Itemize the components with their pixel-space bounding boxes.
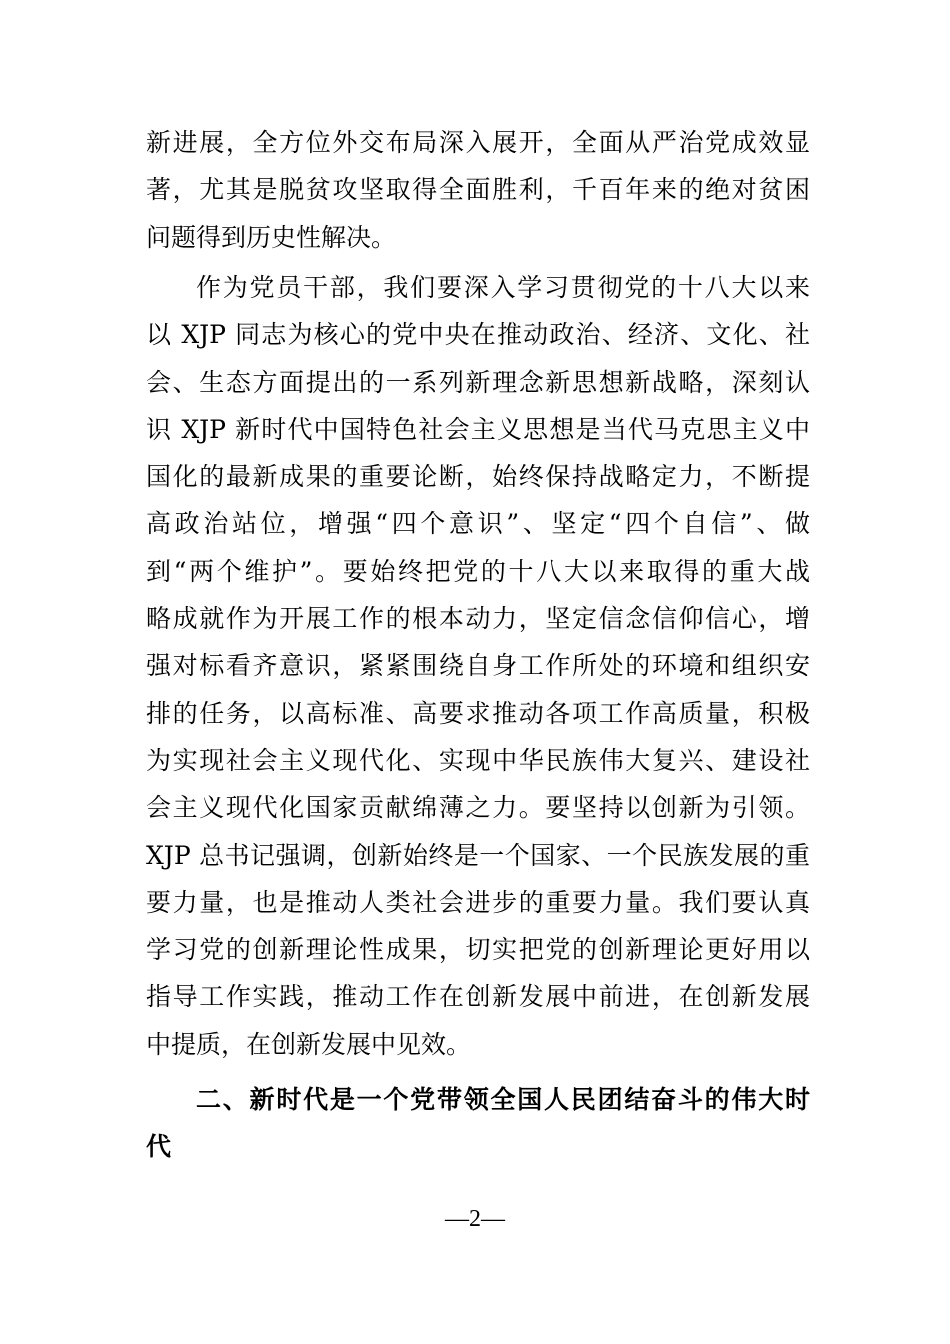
paragraph-line: 以 XJP 同志为核心的党中央在推动政治、经济、文化、社 <box>146 320 810 350</box>
paragraph-line: 排的任务，以高标准、高要求推动各项工作高质量，积极 <box>146 698 810 728</box>
paragraph-line: 问题得到历史性解决。 <box>146 222 397 252</box>
paragraph-line: 新进展，全方位外交布局深入展开，全面从严治党成效显 <box>146 128 810 157</box>
paragraph-line: 会、生态方面提出的一系列新理念新思想新战略，深刻认 <box>146 367 810 397</box>
section-heading <box>146 1076 810 1171</box>
paragraph-line: 为实现社会主义现代化、实现中华民族伟大复兴、建设社 <box>146 745 810 775</box>
paragraph-line: 到“两个维护”。要始终把党的十八大以来取得的重大战 <box>146 556 810 586</box>
heading-line: 代 <box>146 1132 172 1162</box>
heading-line: 二、新时代是一个党带领全国人民团结奋斗的伟大时 <box>196 1085 810 1114</box>
paragraph-line: 强对标看齐意识，紧紧围绕自身工作所处的环境和组织安 <box>146 651 810 681</box>
page-number: —2— <box>445 1206 505 1232</box>
paragraph-line: 指导工作实践，推动工作在创新发展中前进，在创新发展 <box>146 982 810 1012</box>
paragraph-line: 学习党的创新理论性成果，切实把党的创新理论更好用以 <box>146 935 810 965</box>
paragraph-2 <box>146 264 810 1068</box>
paragraph-1 <box>146 119 810 261</box>
paragraph-line: 中提质，在创新发展中见效。 <box>146 1029 472 1059</box>
paragraph-line: 略成就作为开展工作的根本动力，坚定信念信仰信心，增 <box>146 604 810 634</box>
paragraph-line: 会主义现代化国家贡献绵薄之力。要坚持以创新为引领。 <box>146 793 810 823</box>
paragraph-line: 要力量，也是推动人类社会进步的重要力量。我们要认真 <box>146 887 810 917</box>
paragraph-line: 著，尤其是脱贫攻坚取得全面胜利，千百年来的绝对贫困 <box>146 175 810 205</box>
paragraph-line: 国化的最新成果的重要论断，始终保持战略定力，不断提 <box>146 462 810 492</box>
paragraph-line: 识 XJP 新时代中国特色社会主义思想是当代马克思主义中 <box>146 414 810 444</box>
paragraph-line: 作为党员干部，我们要深入学习贯彻党的十八大以来 <box>196 273 810 302</box>
paragraph-line: 高政治站位，增强“四个意识”、坚定“四个自信”、做 <box>146 509 810 539</box>
paragraph-line: XJP 总书记强调，创新始终是一个国家、一个民族发展的重 <box>146 840 810 870</box>
